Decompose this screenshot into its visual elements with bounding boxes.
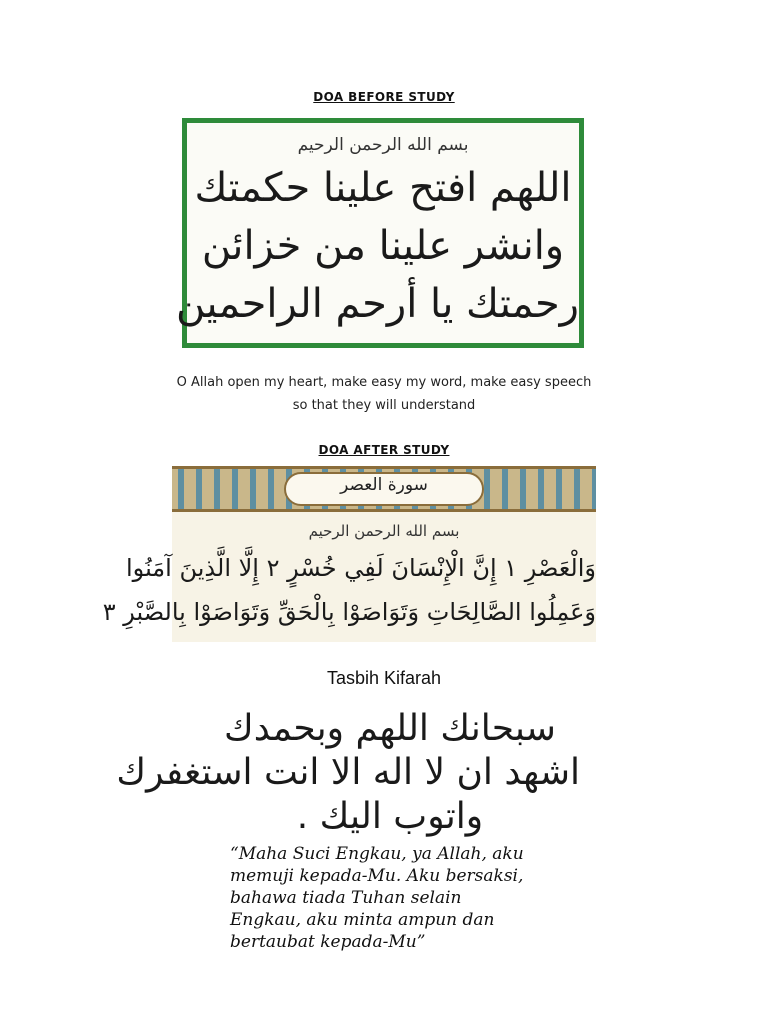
tasbih-arabic-line-3: واتوب اليك . (296, 796, 484, 837)
doa-before-study-image (175, 118, 584, 348)
surah-line-1: وَالْعَصْرِ ١ إِنَّ الْإِنْسَانَ لَفِي خُسْرٍ ٢ إِلَّا الَّذِينَ آمَنُوا (126, 554, 596, 582)
malay-translation-line-3: bahawa tiada Tuhan selain (230, 888, 462, 908)
doa-before-line-3: رحمتك يا أرحم الراحمين (175, 281, 579, 327)
heading-doa-before-study: DOA BEFORE STUDY (313, 90, 455, 104)
malay-translation-line-1: “Maha Suci Engkau, ya Allah, aku (230, 844, 524, 864)
surah-title: سورة العصر (340, 475, 428, 495)
surah-bismillah: بسم الله الرحمن الرحيم (308, 522, 460, 540)
translation-line-1: O Allah open my heart, make easy my word, make easy speech (176, 375, 592, 390)
doa-before-line-1: اللهم افتح علينا حكمتك (194, 165, 572, 211)
bismillah-text: بسم الله الرحمن الرحيم (297, 135, 469, 155)
tasbih-arabic-line-1: سبحانك اللهم وبحمدك (224, 708, 556, 749)
tasbih-arabic-line-2: اشهد ان لا اله الا انت استغفرك (116, 752, 580, 793)
tasbih-kifarah-title: Tasbih Kifarah (326, 668, 442, 688)
surah-line-2: وَعَمِلُوا الصَّالِحَاتِ وَتَوَاصَوْا بِالْحَقِّ وَتَوَاصَوْا بِالصَّبْرِ ٣ (102, 598, 596, 626)
malay-translation-line-5: bertaubat kepada-Mu” (230, 932, 426, 952)
surah-al-asr-image (102, 466, 596, 642)
doa-before-line-2: وانشر علينا من خزائن (201, 223, 565, 269)
heading-doa-after-study: DOA AFTER STUDY (318, 443, 450, 457)
translation-line-2: so that they will understand (292, 398, 476, 413)
malay-translation-line-2: memuji kepada-Mu. Aku bersaksi, (230, 866, 524, 886)
malay-translation-line-4: Engkau, aku minta ampun dan (230, 910, 495, 930)
